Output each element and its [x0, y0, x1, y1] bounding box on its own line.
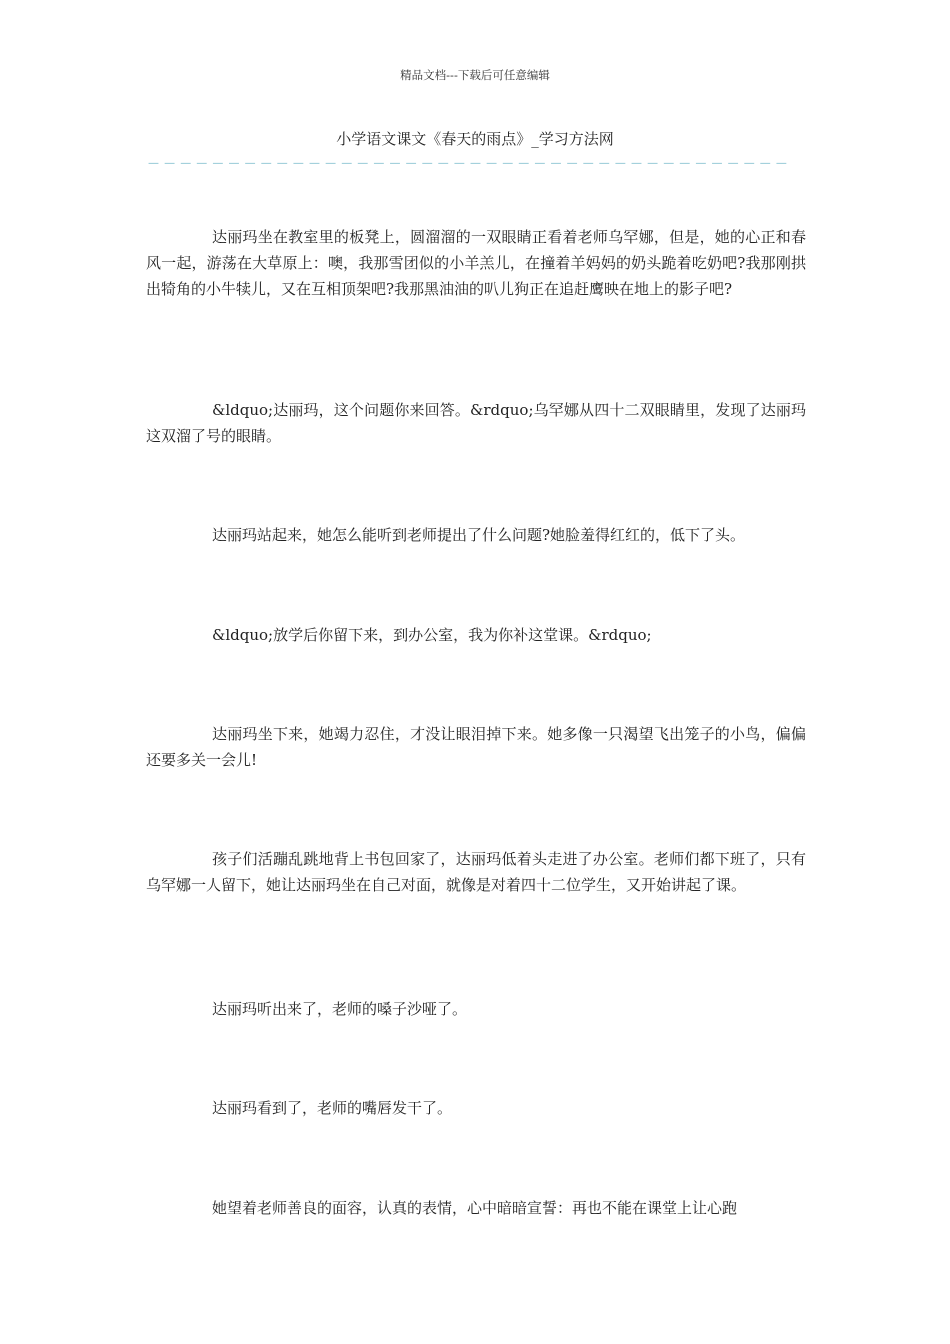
header-note: 精品文档---下载后可任意编辑	[400, 68, 550, 82]
paragraph: 达丽玛看到了，老师的嘴唇发干了。	[212, 1099, 453, 1117]
document-title: 小学语文课文《春天的雨点》_学习方法网	[336, 130, 614, 148]
title-underline: －－－－－－－－－－－－－－－－－－－－－－－－－－－－－－－－－－－－－－－－	[147, 157, 792, 172]
paragraph: 她望着老师善良的面容，认真的表情，心中暗暗宣誓：再也不能在课堂上让心跑	[212, 1199, 738, 1217]
paragraph: 达丽玛坐下来，她竭力忍住，才没让眼泪掉下来。她多像一只渴望飞出笼子的小鸟，偏偏还要多关一会儿!	[146, 725, 806, 769]
paragraph: &ldquo;放学后你留下来，到办公室，我为你补这堂课。&rdquo;	[212, 626, 652, 644]
paragraph: 达丽玛听出来了，老师的嗓子沙哑了。	[212, 1000, 468, 1018]
paragraph: 达丽玛站起来，她怎么能听到老师提出了什么问题?她脸羞得红红的，低下了头。	[212, 526, 746, 544]
paragraph: 孩子们活蹦乱跳地背上书包回家了，达丽玛低着头走进了办公室。老师们都下班了，只有乌罕娜一人留下，她让达丽玛坐在自己对面，就像是对着四十二位学生，又开始讲起了课。	[146, 850, 806, 894]
paragraph: 达丽玛坐在教室里的板凳上，圆溜溜的一双眼睛正看着老师乌罕娜，但是，她的心正和春风一起，游荡在大草原上：噢，我那雪团似的小羊羔儿，在撞着羊妈妈的奶头跪着吃奶吧?我那刚拱出犄角的小牛犊儿，又在互相顶架吧?我那黑油油的叭儿狗正在追赶鹰映在地上的影子吧?	[146, 228, 806, 298]
paragraph: &ldquo;达丽玛，这个问题你来回答。&rdquo;乌罕娜从四十二双眼睛里，发现了达丽玛这双溜了号的眼睛。	[146, 401, 806, 445]
